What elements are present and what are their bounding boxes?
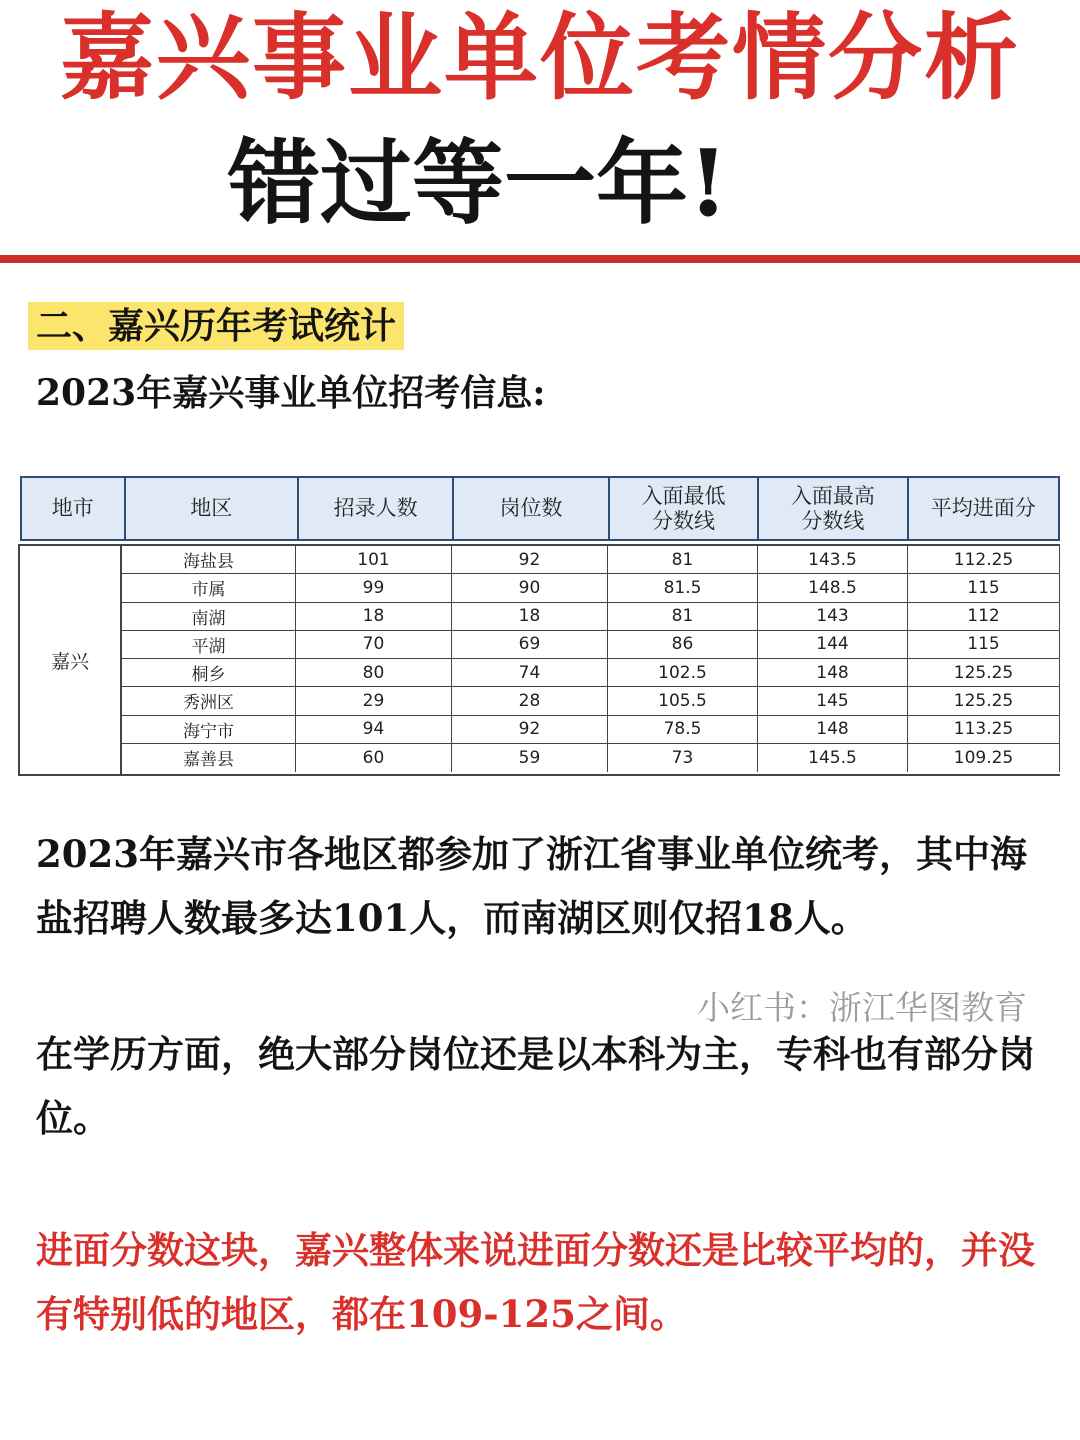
avg-score-cell: 112.25 [908,546,1060,573]
area-cell: 平湖 [122,631,296,658]
column-header-hires: 招录人数 [299,478,454,539]
posts-cell: 92 [452,716,608,743]
hires-cell: 94 [296,716,452,743]
section-heading: 二、嘉兴历年考试统计 [28,302,404,350]
area-cell: 市属 [122,574,296,601]
max-score-cell: 145 [758,687,908,714]
area-cell: 南湖 [122,603,296,630]
column-header-min-score: 入面最低 分数线 [610,478,759,539]
page-subtitle: 错过等一年! [228,129,729,237]
posts-cell: 59 [452,744,608,772]
min-score-cell: 102.5 [608,659,758,686]
title-divider [0,255,1080,263]
max-score-cell: 143.5 [758,546,908,573]
page-title: 嘉兴事业单位考情分析 [59,4,1020,113]
min-score-cell: 81.5 [608,574,758,601]
recruitment-table [18,476,1060,776]
max-score-cell: 148 [758,659,908,686]
hires-cell: 99 [296,574,452,601]
avg-score-cell: 113.25 [908,716,1060,743]
table-row [122,546,1060,574]
city-cell: 嘉兴 [18,546,122,774]
max-score-cell: 148.5 [758,574,908,601]
area-cell: 海宁市 [122,716,296,743]
max-score-cell: 148 [758,716,908,743]
avg-score-cell: 112 [908,603,1060,630]
column-header-area: 地区 [126,478,299,539]
paragraph-education: 在学历方面，绝大部分岗位还是以本科为主，专科也有部分岗位。 [36,1032,1035,1140]
hires-cell: 60 [296,744,452,772]
avg-score-cell: 109.25 [908,744,1060,772]
table-row [122,744,1060,772]
hires-cell: 29 [296,687,452,714]
min-score-cell: 73 [608,744,758,772]
table-row [122,659,1060,687]
paragraph-hiring: 2023年嘉兴市各地区都参加了浙江省事业单位统考，其中海盐招聘人数最多达101人，而南湖区则仅招18人。 [36,832,1027,940]
column-header-avg-score: 平均进面分 [930,496,1036,520]
posts-cell: 28 [452,687,608,714]
area-cell: 桐乡 [122,659,296,686]
min-score-cell: 105.5 [608,687,758,714]
posts-cell: 90 [452,574,608,601]
posts-cell: 92 [452,546,608,573]
area-cell: 嘉善县 [122,744,296,772]
watermark: 小红书：浙江华图教育 [697,988,1027,1027]
table-row [122,687,1060,715]
table-body [18,544,1060,776]
min-score-cell: 86 [608,631,758,658]
table-row [122,574,1060,602]
table-row [122,631,1060,659]
table-rows [122,546,1060,772]
hires-cell: 101 [296,546,452,573]
max-score-cell: 145.5 [758,744,908,772]
posts-cell: 74 [452,659,608,686]
table-row [122,603,1060,631]
hires-cell: 80 [296,659,452,686]
area-cell: 秀洲区 [122,687,296,714]
paragraph-scores: 进面分数这块，嘉兴整体来说进面分数还是比较平均的，并没有特别低的地区，都在109-125之间。 [36,1228,1035,1336]
column-header-posts: 岗位数 [454,478,609,539]
avg-score-cell: 115 [908,574,1060,601]
info-title: 2023年嘉兴事业单位招考信息: [36,372,546,414]
posts-cell: 18 [452,603,608,630]
table-header [20,476,1060,541]
hires-cell: 70 [296,631,452,658]
posts-cell: 69 [452,631,608,658]
column-header-city: 地市 [22,478,126,539]
max-score-cell: 143 [758,603,908,630]
max-score-cell: 144 [758,631,908,658]
table-row [122,716,1060,744]
avg-score-cell: 125.25 [908,687,1060,714]
min-score-cell: 78.5 [608,716,758,743]
min-score-cell: 81 [608,603,758,630]
min-score-cell: 81 [608,546,758,573]
area-cell: 海盐县 [122,546,296,573]
avg-score-cell: 115 [908,631,1060,658]
hires-cell: 18 [296,603,452,630]
column-header-max-score: 入面最高 分数线 [759,478,908,539]
avg-score-cell: 125.25 [908,659,1060,686]
